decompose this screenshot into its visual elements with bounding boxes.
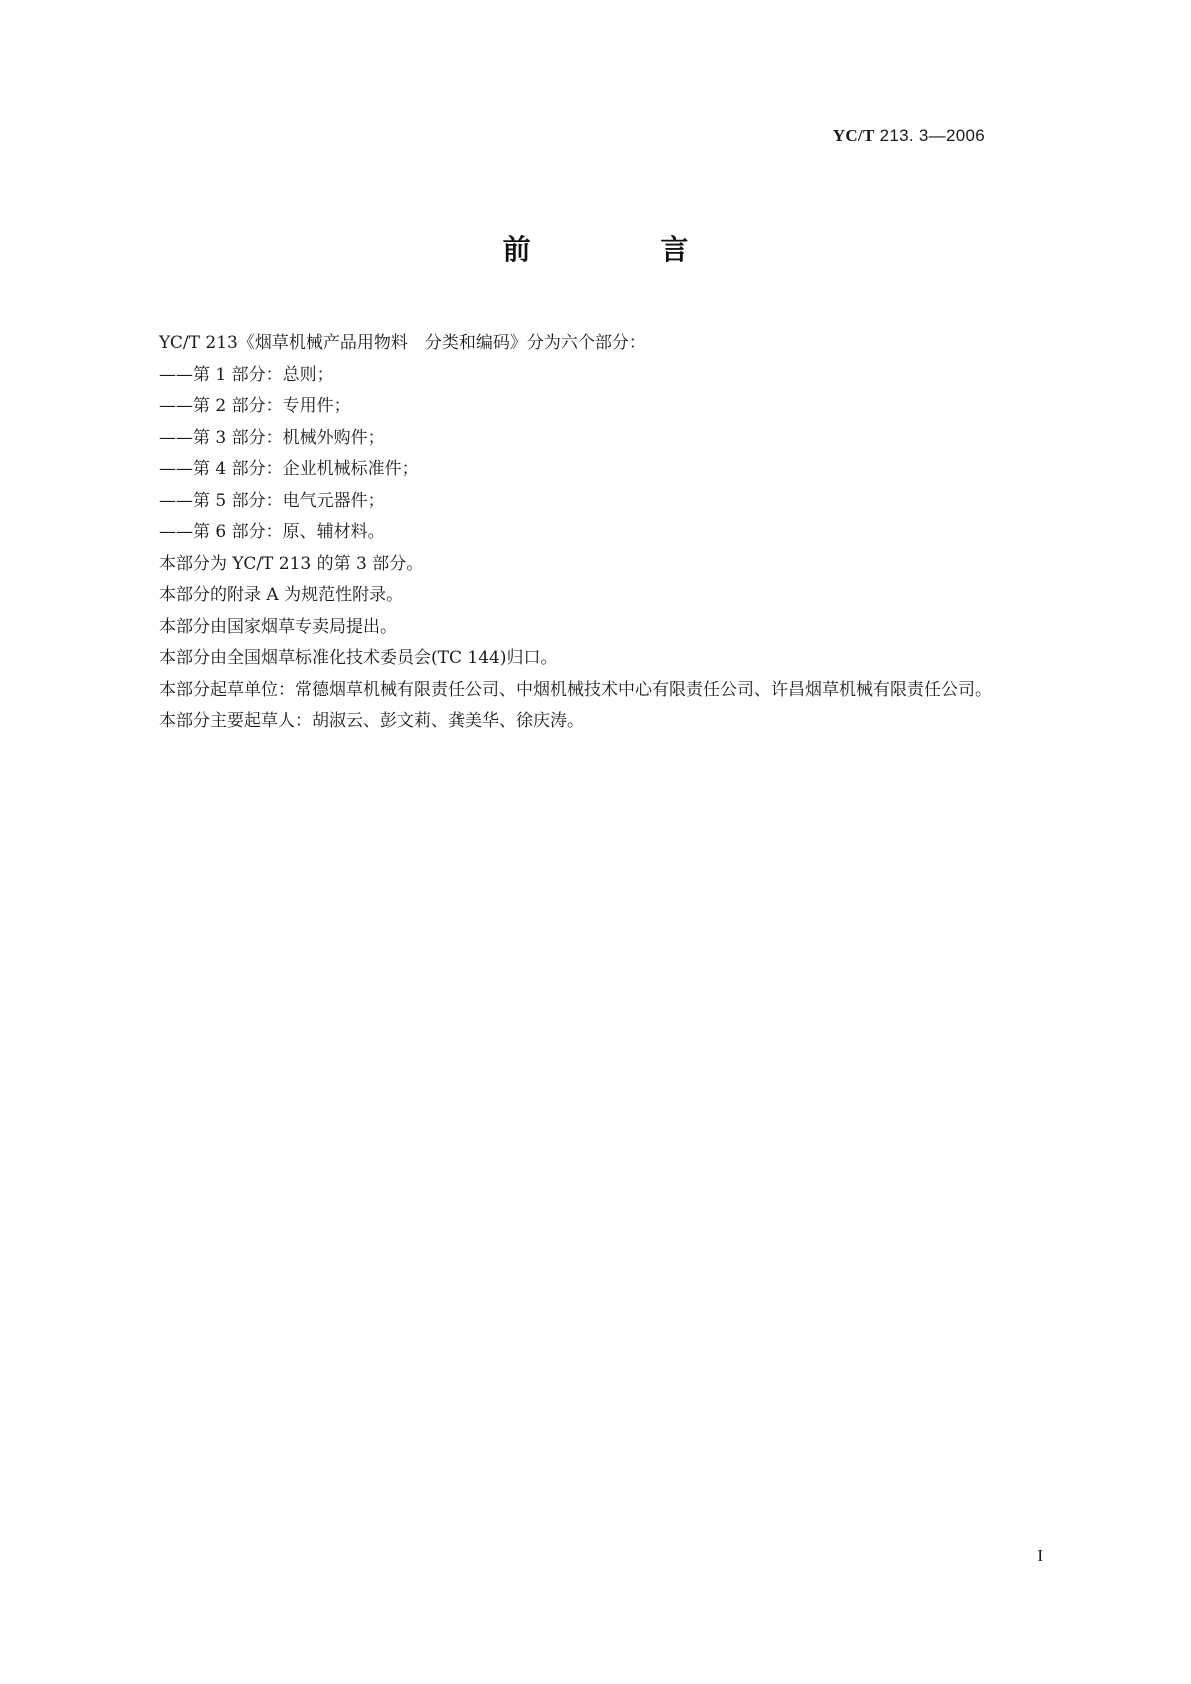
list-item-part-6: ——第 6 部分：原、辅材料。 bbox=[159, 522, 385, 542]
paragraph-annex-statement: 本部分的附录 A 为规范性附录。 bbox=[159, 585, 404, 605]
paragraph-committee: 本部分由全国烟草标准化技术委员会(TC 144)归口。 bbox=[159, 648, 558, 668]
page-title: 前 言 bbox=[502, 233, 749, 266]
list-item-part-1: ——第 1 部分：总则； bbox=[159, 364, 334, 385]
paragraph-drafting-units: 本部分起草单位：常德烟草机械有限责任公司、中烟机械技术中心有限责任公司、许昌烟草机械有限责任公司。 bbox=[159, 679, 992, 700]
paragraph-proposer: 本部分由国家烟草专卖局提出。 bbox=[159, 616, 397, 637]
standard-code bbox=[833, 126, 985, 146]
standard-code-number: 213. 3—2006 bbox=[874, 126, 985, 145]
list-item-part-5: ——第 5 部分：电气元器件； bbox=[159, 490, 385, 511]
list-item-part-2: ——第 2 部分：专用件； bbox=[159, 396, 351, 416]
paragraph-drafters: 本部分主要起草人：胡淑云、彭文莉、龚美华、徐庆涛。 bbox=[159, 711, 584, 731]
list-item-part-4: ——第 4 部分：企业机械标准件； bbox=[159, 459, 419, 479]
list-item-part-3: ——第 3 部分：机械外购件； bbox=[159, 427, 385, 448]
foreword-body bbox=[125, 328, 1067, 738]
standard-code-prefix: YC/T bbox=[832, 126, 875, 145]
page-number: I bbox=[1037, 1546, 1043, 1565]
paragraph-part-statement: 本部分为 YC/T 213 的第 3 部分。 bbox=[159, 553, 424, 574]
intro-paragraph: YC/T 213《烟草机械产品用物料 分类和编码》分为六个部分： bbox=[159, 333, 646, 353]
